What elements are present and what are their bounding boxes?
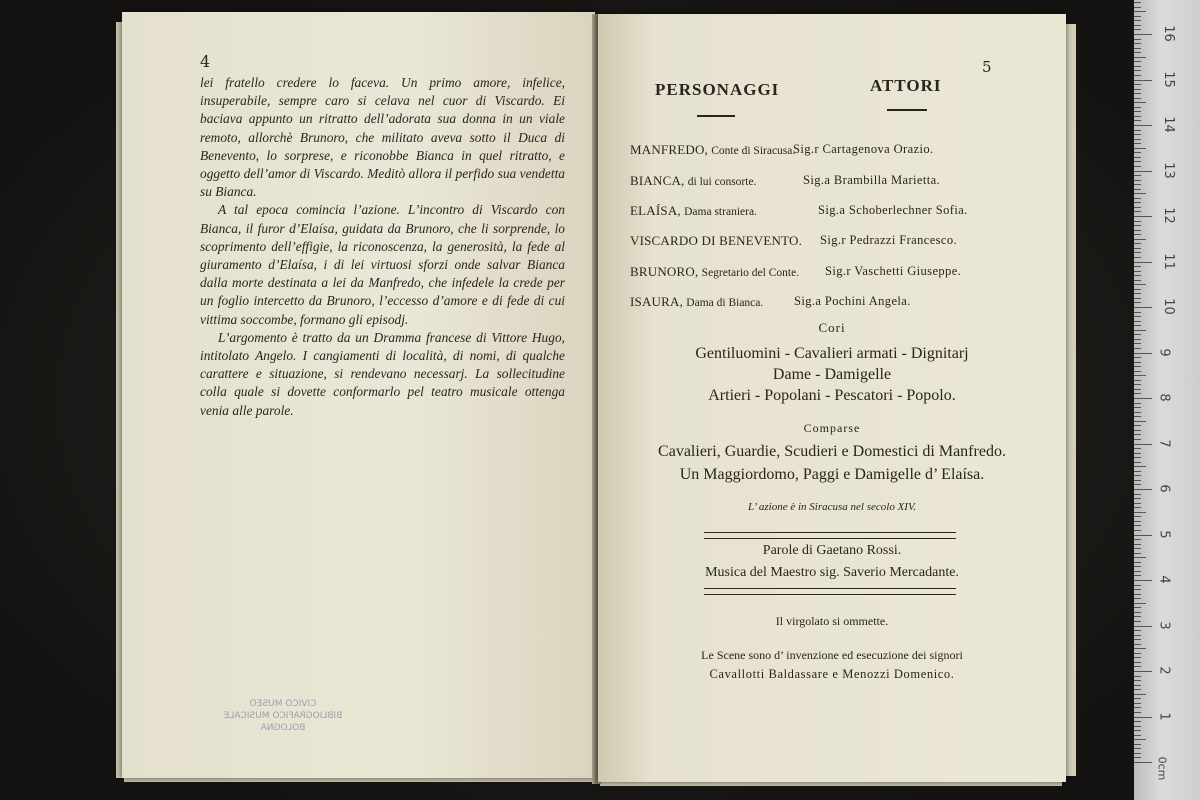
ruler-number: 8 — [1156, 393, 1172, 402]
ruler-tick — [1134, 29, 1141, 30]
ruler-tick — [1134, 653, 1141, 654]
ruler-tick — [1134, 339, 1141, 340]
ruler-tick — [1134, 535, 1152, 536]
ruler-tick — [1134, 48, 1141, 49]
ruler-tick — [1134, 612, 1141, 613]
ruler-tick — [1134, 407, 1141, 408]
ruler-tick — [1134, 148, 1146, 149]
actor-name: Brambilla Marietta. — [833, 173, 941, 187]
ruler-tick — [1134, 712, 1141, 713]
ruler-tick — [1134, 530, 1141, 531]
ruler-tick — [1134, 616, 1141, 617]
ruler-tick — [1134, 580, 1152, 581]
role-desc: Segretario del Conte. — [701, 267, 800, 279]
ruler-tick — [1134, 421, 1146, 422]
ruler-tick — [1134, 698, 1141, 699]
ruler-tick — [1134, 316, 1141, 317]
ruler-tick — [1134, 639, 1141, 640]
ruler-tick — [1134, 393, 1141, 394]
ruler-tick — [1134, 398, 1152, 399]
ruler-tick — [1134, 389, 1141, 390]
ruler-tick — [1134, 525, 1141, 526]
ruler-tick — [1134, 266, 1141, 267]
ruler-tick — [1134, 271, 1141, 272]
actor-title: Sig.r — [825, 264, 851, 278]
ruler-tick — [1134, 548, 1141, 549]
paragraph-2: A tal epoca comincia l’azione. L’incontro di Viscardo con Bianca, il furor d’Elaísa, guidata da Brunoro, che li sorprende, lo scoprimento dell’effigie, la riconoscenza, la generosità, la fede al giuramento d’Elaísa, i di lei virtuosi sforzi onde salvar Bianca dalla morte destinata a lei da Manfredo, che infedele la crede per un foglio intercetto da Brunoro, l’eccesso d’amore e di fede di cui vittima soccombe, formano gli episodj. — [200, 202, 565, 327]
header-personaggi: PERSONAGGI — [655, 80, 780, 99]
ruler-tick — [1134, 603, 1146, 604]
ruler-tick — [1134, 321, 1141, 322]
comparse-line: Un Maggiordomo, Paggi e Damigelle d’ Elaísa. — [679, 466, 985, 483]
ruler-tick — [1134, 671, 1152, 672]
actor-name: Pochini Angela. — [824, 294, 911, 308]
action-setting: L’ azione è in Siracusa nel secolo XIV. — [747, 501, 917, 513]
ruler-tick — [1134, 575, 1141, 576]
actor-title: Sig.r — [820, 233, 846, 247]
ruler-tick — [1134, 362, 1141, 363]
scene-credit: Le Scene sono d’ invenzione ed esecuzione dei signori — [701, 648, 963, 662]
ruler-tick — [1134, 298, 1141, 299]
ruler-tick — [1134, 648, 1146, 649]
ruler-number: 5 — [1156, 529, 1172, 539]
ruler-tick — [1134, 202, 1141, 203]
ruler-tick — [1134, 589, 1141, 590]
ruler-tick — [1134, 61, 1141, 62]
ruler-tick — [1134, 480, 1141, 481]
ruler-tick — [1134, 248, 1141, 249]
ruler-tick — [1134, 689, 1141, 690]
ruler-tick — [1134, 676, 1141, 677]
ruler-tick — [1134, 566, 1141, 567]
ruler-tick — [1134, 730, 1141, 731]
ruler-tick — [1134, 161, 1141, 162]
ruler-tick — [1134, 707, 1141, 708]
actor-name: Cartagenova Orazio. — [822, 142, 934, 156]
role-name: MANFREDO, — [630, 142, 709, 157]
ruler-tick — [1134, 293, 1141, 294]
cast-role — [630, 203, 757, 219]
ruler-number: 10 — [1160, 298, 1176, 315]
ruler-number: 11 — [1160, 252, 1176, 270]
ruler-tick — [1134, 425, 1141, 426]
ruler-tick — [1134, 243, 1141, 244]
cori-title: Cori — [818, 320, 846, 335]
role-desc: Dama straniera. — [684, 206, 757, 218]
credits-music: Musica del Maestro sig. Saverio Mercadante. — [705, 565, 959, 580]
cast-actor — [794, 294, 911, 309]
stamp-line: CIVICO MUSEO — [249, 699, 317, 709]
ruler-tick — [1134, 598, 1141, 599]
ruler-tick — [1134, 125, 1152, 126]
cast-role — [630, 294, 763, 310]
ruler-tick — [1134, 403, 1141, 404]
ruler-tick — [1134, 466, 1146, 467]
ruler-tick — [1134, 471, 1141, 472]
ruler-number: 7 — [1156, 438, 1172, 448]
ruler-tick — [1134, 134, 1141, 135]
ruler-tick — [1134, 189, 1141, 190]
ruler-tick — [1134, 116, 1141, 117]
actor-title: Sig.r — [793, 142, 819, 156]
cori-line: Artieri - Popolani - Pescatori - Popolo. — [708, 387, 956, 404]
ruler-tick — [1134, 380, 1141, 381]
ruler-tick — [1134, 544, 1141, 545]
cast-role — [630, 173, 756, 189]
ruler-tick — [1134, 739, 1146, 740]
ruler-tick — [1134, 171, 1152, 172]
ruler-number: 12 — [1160, 207, 1176, 224]
ruler-tick — [1134, 594, 1141, 595]
role-name: BRUNORO, — [630, 264, 699, 279]
ruler-tick — [1134, 216, 1152, 217]
ruler-tick — [1134, 735, 1141, 736]
ruler-tick — [1134, 143, 1141, 144]
role-desc: Conte di Siracusa. — [711, 145, 796, 157]
ruler-tick — [1134, 512, 1146, 513]
ruler-tick — [1134, 498, 1141, 499]
ruler-tick — [1134, 152, 1141, 153]
ruler-tick — [1134, 57, 1146, 58]
ruler-tick — [1134, 516, 1141, 517]
ruler-tick — [1134, 80, 1152, 81]
ruler-unit: 0cm — [1155, 756, 1169, 781]
ruler-tick — [1134, 585, 1141, 586]
ruler-tick — [1134, 703, 1141, 704]
cast-actor — [793, 142, 934, 157]
cori-line: Dame - Damigelle — [772, 366, 892, 383]
ruler-tick — [1134, 685, 1141, 686]
ruler-tick — [1134, 89, 1141, 90]
ruler-tick — [1134, 70, 1141, 71]
actor-name: Pedrazzi Francesco. — [849, 233, 958, 247]
ruler-tick — [1134, 430, 1141, 431]
cori-line: Gentiluomini - Cavalieri armati - Dignitarj — [695, 345, 969, 362]
ruler-tick — [1134, 7, 1141, 8]
ruler-tick — [1134, 111, 1141, 112]
ruler-tick — [1134, 371, 1141, 372]
ruler-tick — [1134, 416, 1141, 417]
ruler-tick — [1134, 621, 1141, 622]
ruler-tick — [1134, 662, 1141, 663]
ruler-tick — [1134, 457, 1141, 458]
ruler-tick — [1134, 39, 1141, 40]
ruler-tick — [1134, 721, 1141, 722]
ruler-tick — [1134, 34, 1152, 35]
ruler-tick — [1134, 330, 1146, 331]
role-name: VISCARDO DI BENEVENTO. — [630, 233, 803, 248]
ruler-tick — [1134, 444, 1152, 445]
ruler-number: 9 — [1156, 347, 1172, 357]
stamp-line: BOLOGNA — [260, 723, 306, 733]
ruler-tick — [1134, 93, 1141, 94]
ruler-tick — [1134, 166, 1141, 167]
role-name: BIANCA, — [630, 173, 685, 188]
ruler-tick — [1134, 275, 1141, 276]
ruler-tick — [1134, 262, 1152, 263]
ruler-tick — [1134, 139, 1141, 140]
ruler-tick — [1134, 175, 1141, 176]
actor-title: Sig.a — [794, 294, 822, 308]
cast-actor — [803, 173, 940, 188]
role-desc: di lui consorte. — [687, 176, 757, 188]
ruler-tick — [1134, 184, 1141, 185]
scene-credit-names: Cavallotti Baldassare e Menozzi Domenico. — [709, 667, 955, 681]
ruler-tick — [1134, 198, 1141, 199]
ruler-tick — [1134, 657, 1141, 658]
ruler-tick — [1134, 439, 1141, 440]
ruler-tick — [1134, 284, 1146, 285]
ruler-tick — [1134, 84, 1141, 85]
ruler-tick — [1134, 20, 1141, 21]
actor-title: Sig.a — [803, 173, 831, 187]
ruler-tick — [1134, 521, 1141, 522]
ruler-tick — [1134, 571, 1141, 572]
actor-name: Vaschetti Giuseppe. — [854, 264, 962, 278]
ruler-tick — [1134, 475, 1141, 476]
double-rule — [704, 588, 956, 595]
ruler-tick — [1134, 312, 1141, 313]
ruler-tick — [1134, 448, 1141, 449]
ruler-tick — [1134, 130, 1141, 131]
paragraph-3: L’argomento è tratto da un Dramma francese di Vittore Hugo, intitolato Angelo. I cangiamenti di località, di nomi, di qualche carattere e situazione, si rendevano necessarj. La sollecitudine colla quale si dovette conformarlo pel teatro musicale ottenga venia alle parole. — [200, 329, 565, 418]
cast-actor — [820, 233, 957, 248]
left-page-text — [200, 74, 565, 420]
ruler-number: 15 — [1160, 70, 1176, 88]
ruler-tick — [1134, 257, 1141, 258]
ruler-tick — [1134, 289, 1141, 290]
ruler-tick — [1134, 353, 1152, 354]
ruler-tick — [1134, 489, 1152, 490]
cast-actor — [825, 264, 961, 279]
role-desc: Dama di Bianca. — [686, 297, 764, 309]
ruler-tick — [1134, 16, 1141, 17]
role-name: ISAURA, — [630, 294, 684, 309]
cast-role — [630, 264, 799, 280]
paragraph-1: lei fratello credere lo faceva. Un primo amore, infelice, insuperabile, sempre caro si celava nel cuor di Viscardo. Ei baciava appunto un ritratto dell’adorata sua donna in un viale remoto, allorchè Brunoro, che militato aveva sotto il Duca di Benevento, lo sorprese, e riconobbe Bianca in quel ritratto, e oggetto dell’amor di Viscardo. Meditò allora il perfido sua vendetta su Bianca. — [200, 75, 565, 200]
header-attori: ATTORI — [870, 76, 942, 95]
ruler-number: 6 — [1156, 484, 1172, 493]
cast-role — [630, 233, 802, 249]
ruler-number: 14 — [1160, 116, 1176, 133]
ruler-tick — [1134, 120, 1141, 121]
cast-actor — [818, 203, 968, 218]
comparse-title: Comparse — [803, 421, 861, 435]
ruler-tick — [1134, 52, 1141, 53]
ruler-tick — [1134, 343, 1141, 344]
header-underline — [887, 109, 927, 111]
ruler-tick — [1134, 375, 1146, 376]
header-underline — [697, 115, 735, 117]
ruler-tick — [1134, 334, 1141, 335]
ruler-tick — [1134, 234, 1141, 235]
ruler-tick — [1134, 762, 1152, 763]
ruler-tick — [1134, 503, 1141, 504]
ruler-tick — [1134, 207, 1141, 208]
ruler-tick — [1134, 11, 1146, 12]
role-name: ELAÍSA, — [630, 203, 681, 218]
ruler-tick — [1134, 553, 1141, 554]
ruler-tick — [1134, 635, 1141, 636]
ruler-tick — [1134, 744, 1141, 745]
ruler-tick — [1134, 562, 1141, 563]
left-page-number: 4 — [200, 52, 211, 71]
ruler-tick — [1134, 717, 1152, 718]
ruler-number: 16 — [1160, 25, 1176, 42]
ruler-tick — [1134, 453, 1141, 454]
ruler-tick — [1134, 43, 1141, 44]
ruler-tick — [1134, 507, 1141, 508]
ruler-tick — [1134, 484, 1141, 485]
ruler-tick — [1134, 325, 1141, 326]
ruler-tick — [1134, 384, 1141, 385]
ruler-number: 2 — [1156, 666, 1172, 675]
library-stamp — [208, 698, 358, 734]
double-rule — [704, 532, 956, 539]
ruler-tick — [1134, 753, 1141, 754]
ruler-tick — [1134, 98, 1141, 99]
comparse-line: Cavalieri, Guardie, Scudieri e Domestici di Manfredo. — [658, 443, 1006, 460]
ruler-tick — [1134, 102, 1146, 103]
ruler-tick — [1134, 157, 1141, 158]
ruler-tick — [1134, 644, 1141, 645]
ruler-tick — [1134, 748, 1141, 749]
ruler-tick — [1134, 694, 1146, 695]
ruler-tick — [1134, 107, 1141, 108]
ruler-tick — [1134, 225, 1141, 226]
ruler-tick — [1134, 607, 1141, 608]
ruler-tick — [1134, 75, 1141, 76]
ruler-tick — [1134, 302, 1141, 303]
virgolato-note: Il virgolato si ommette. — [775, 614, 889, 628]
ruler-tick — [1134, 221, 1141, 222]
ruler-tick — [1134, 252, 1141, 253]
ruler-tick — [1134, 366, 1141, 367]
stamp-line: BIBLIOGRAFICO MUSICALE — [223, 711, 343, 721]
ruler-tick — [1134, 494, 1141, 495]
ruler-tick — [1134, 25, 1141, 26]
ruler-tick — [1134, 307, 1152, 308]
ruler-tick — [1134, 193, 1146, 194]
ruler-number: 3 — [1156, 620, 1172, 630]
ruler-tick — [1134, 412, 1141, 413]
ruler-tick — [1134, 462, 1141, 463]
ruler-tick — [1134, 539, 1141, 540]
ruler-tick — [1134, 211, 1141, 212]
ruler-tick — [1134, 630, 1141, 631]
ruler-tick — [1134, 348, 1141, 349]
ruler-tick — [1134, 666, 1141, 667]
ruler-tick — [1134, 680, 1141, 681]
ruler-tick — [1134, 757, 1141, 758]
ruler-number: 13 — [1160, 161, 1176, 179]
cast-role — [630, 142, 795, 158]
ruler-tick — [1134, 239, 1146, 240]
ruler-tick — [1134, 434, 1141, 435]
right-page-number: 5 — [982, 58, 992, 76]
actor-name: Schoberlechner Sofia. — [848, 203, 968, 217]
ruler-number: 1 — [1156, 711, 1172, 721]
ruler-tick — [1134, 357, 1141, 358]
ruler-tick — [1134, 280, 1141, 281]
ruler-tick — [1134, 66, 1141, 67]
ruler-tick — [1134, 726, 1141, 727]
credits-libretto: Parole di Gaetano Rossi. — [762, 543, 902, 558]
ruler-number: 4 — [1156, 575, 1172, 584]
ruler-tick — [1134, 2, 1141, 3]
ruler-tick — [1134, 230, 1141, 231]
actor-title: Sig.a — [818, 203, 846, 217]
ruler-tick — [1134, 626, 1152, 627]
ruler-tick — [1134, 557, 1146, 558]
ruler-tick — [1134, 180, 1141, 181]
